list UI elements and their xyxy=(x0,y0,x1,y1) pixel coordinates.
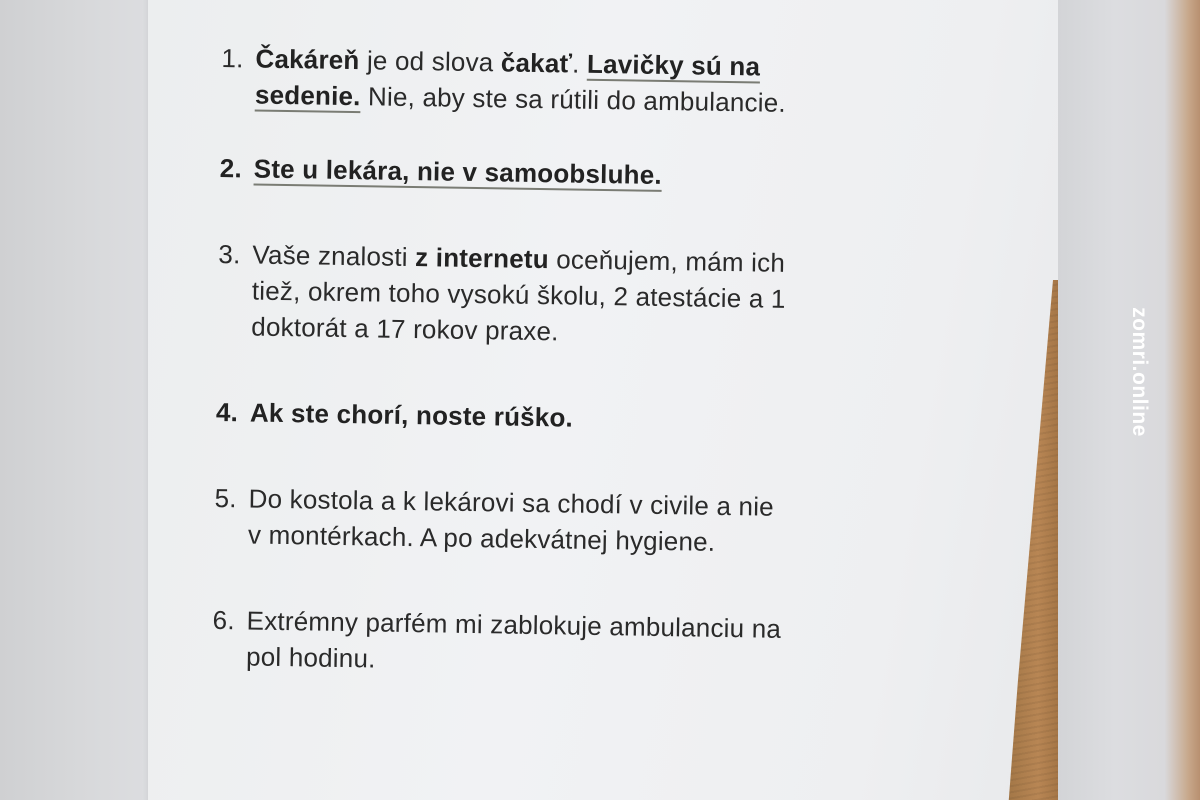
rules-list xyxy=(212,28,942,685)
watermark xyxy=(1124,292,1154,452)
rule-item-4 xyxy=(216,394,936,441)
rule-text-segment: Čakáreň xyxy=(255,43,360,76)
rule-text-segment: . xyxy=(571,48,588,79)
rule-item-5 xyxy=(214,480,935,563)
rule-number: 6. xyxy=(212,604,236,636)
rule-text-segment: z internetu xyxy=(414,242,550,275)
rule-item-1 xyxy=(221,40,942,123)
rule-line xyxy=(250,397,574,432)
rule-text-segment: Do kostola a k lekárovi sa chodí v civile a nie xyxy=(248,483,775,522)
rule-text-segment: čakať xyxy=(500,47,573,79)
rule-text-segment: je od slova xyxy=(359,45,502,78)
rule-number: 1. xyxy=(221,42,244,74)
rule-number: 5. xyxy=(214,482,237,514)
rule-number: 3. xyxy=(218,238,241,270)
watermark-text: zomri.online xyxy=(1128,307,1151,437)
rule-text-segment: Ak ste chorí, noste rúško. xyxy=(249,397,574,433)
rule-number: 2. xyxy=(219,152,243,184)
rule-text-segment: Extrémny parfém mi zablokuje ambulanciu na xyxy=(246,605,782,644)
rule-text-segment: doktorát a 17 rokov praxe. xyxy=(251,311,559,347)
rule-text-segment: pol hodinu. xyxy=(245,641,376,674)
rule-text-segment: v montérkach. A po adekvátnej hygiene. xyxy=(247,519,716,557)
rule-text-segment: tiež, okrem toho vysokú školu, 2 atestácie a 1 xyxy=(251,275,786,314)
rule-item-2 xyxy=(220,150,940,197)
rule-text-segment: Lavičky sú na xyxy=(586,48,761,82)
rule-text-segment: Nie, aby ste sa rútili do ambulancie. xyxy=(360,81,787,118)
rule-line xyxy=(254,154,663,190)
rule-number: 4. xyxy=(215,396,239,428)
rule-text-segment: sedenie. xyxy=(254,79,361,112)
rule-text-segment: Ste u lekára, nie v samoobsluhe. xyxy=(253,153,663,190)
rule-text-segment: Vaše znalosti xyxy=(252,239,416,273)
background-wall-left xyxy=(0,0,150,800)
rule-item-3 xyxy=(217,236,939,355)
rule-text-segment: oceňujem, mám ich xyxy=(548,244,786,278)
rule-item-6 xyxy=(212,602,933,685)
